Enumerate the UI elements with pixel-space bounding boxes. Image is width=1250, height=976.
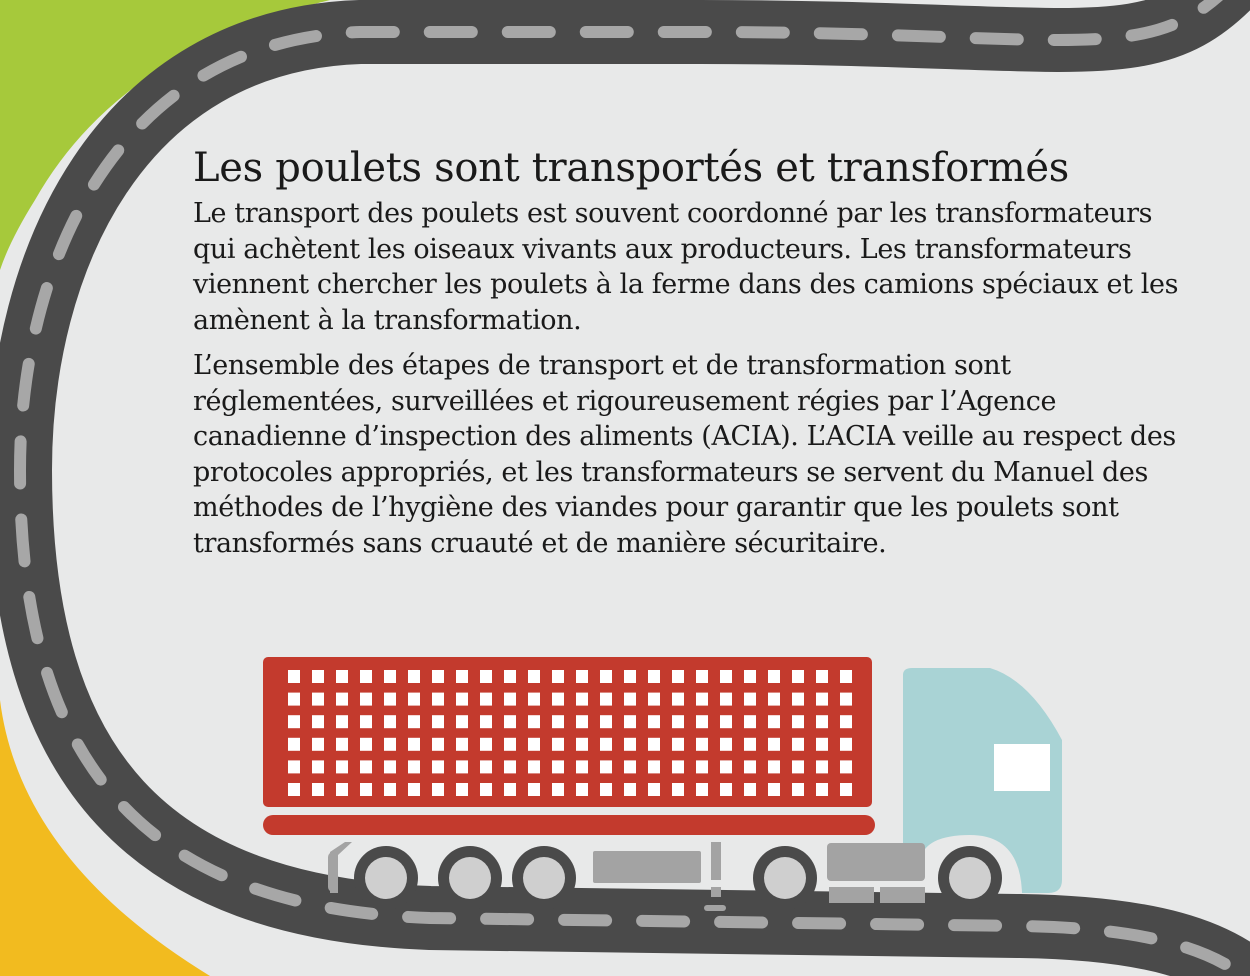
trailer-vent xyxy=(384,783,396,796)
trailer-vent xyxy=(432,693,444,706)
trailer-vent xyxy=(408,715,420,728)
trailer-vent xyxy=(336,693,348,706)
trailer-vent xyxy=(600,783,612,796)
trailer-vent xyxy=(408,760,420,773)
trailer-vent xyxy=(432,738,444,751)
trailer-vent xyxy=(312,738,324,751)
trailer-vent xyxy=(672,738,684,751)
trailer-vent xyxy=(312,783,324,796)
trailer-vent xyxy=(528,760,540,773)
trailer-vent xyxy=(288,760,300,773)
trailer-vent xyxy=(312,760,324,773)
trailer-vent xyxy=(504,693,516,706)
trailer-vent xyxy=(528,783,540,796)
trailer-vent xyxy=(792,760,804,773)
paragraph-regulation: L’ensemble des étapes de transport et de transformation sont réglementées, surveillées et rigoureusement régies par l’Agence canadienne d’inspection des aliments (ACIA). L’ACIA veille au respect des protocoles appropriés, et les transformateurs se servent du Manuel des méthodes de l’hygiène des viandes pour garantir que les poulets sont transformés sans cruauté et de manière sécuritaire. xyxy=(193,350,1176,559)
trailer-vent xyxy=(456,693,468,706)
trailer-vent xyxy=(816,783,828,796)
trailer-vent xyxy=(840,738,852,751)
trailer-vent xyxy=(768,670,780,683)
trailer-vent xyxy=(600,670,612,683)
trailer-vent xyxy=(552,760,564,773)
trailer-vent xyxy=(480,715,492,728)
trailer-vent xyxy=(768,693,780,706)
trailer-vent xyxy=(648,670,660,683)
trailer-vent xyxy=(360,783,372,796)
trailer-vent xyxy=(816,693,828,706)
trailer-vent xyxy=(312,670,324,683)
trailer-vent xyxy=(456,670,468,683)
trailer-vent xyxy=(744,760,756,773)
trailer-vent xyxy=(720,783,732,796)
trailer-vent xyxy=(336,715,348,728)
trailer-vent xyxy=(840,783,852,796)
trailer-vent xyxy=(600,715,612,728)
trailer-vent xyxy=(360,693,372,706)
trailer-vent xyxy=(744,715,756,728)
trailer-vent xyxy=(312,715,324,728)
trailer-vent xyxy=(720,693,732,706)
trailer-vent xyxy=(288,738,300,751)
trailer-vent xyxy=(480,670,492,683)
trailer-vent xyxy=(408,693,420,706)
trailer-vent xyxy=(576,693,588,706)
trailer-vent xyxy=(336,738,348,751)
trailer-vent xyxy=(528,715,540,728)
text-panel xyxy=(193,142,1193,571)
trailer-vent xyxy=(384,693,396,706)
trailer-vent xyxy=(528,693,540,706)
trailer-vent xyxy=(576,738,588,751)
trailer-vent xyxy=(624,715,636,728)
trailer-vent xyxy=(288,783,300,796)
trailer-vent xyxy=(504,670,516,683)
trailer-vent xyxy=(672,783,684,796)
trailer-vent xyxy=(384,715,396,728)
trailer-vent xyxy=(696,715,708,728)
trailer-vent xyxy=(360,738,372,751)
trailer-vent xyxy=(528,738,540,751)
trailer-vent xyxy=(840,693,852,706)
trailer-vent xyxy=(360,760,372,773)
trailer-vent xyxy=(672,693,684,706)
trailer-vent xyxy=(816,738,828,751)
trailer-vent xyxy=(456,760,468,773)
trailer-vent xyxy=(288,693,300,706)
trailer-vent xyxy=(504,715,516,728)
trailer-vent xyxy=(720,760,732,773)
trailer-vent xyxy=(624,783,636,796)
trailer-vent xyxy=(480,760,492,773)
trailer-vent xyxy=(696,760,708,773)
trailer-vent xyxy=(792,715,804,728)
trailer-vent xyxy=(624,738,636,751)
trailer-vent xyxy=(624,693,636,706)
trailer-vent xyxy=(816,670,828,683)
trailer-vent xyxy=(576,783,588,796)
trailer-vent xyxy=(720,670,732,683)
trailer-vent xyxy=(408,738,420,751)
trailer-vent xyxy=(456,738,468,751)
trailer-vent xyxy=(480,783,492,796)
trailer-vent xyxy=(432,760,444,773)
trailer-vent xyxy=(336,783,348,796)
trailer-vent xyxy=(672,760,684,773)
trailer-vent xyxy=(576,715,588,728)
trailer-vent xyxy=(480,738,492,751)
trailer-vent xyxy=(792,693,804,706)
trailer-vent xyxy=(768,738,780,751)
trailer-vent xyxy=(384,670,396,683)
trailer-vent xyxy=(552,670,564,683)
trailer-vent xyxy=(576,670,588,683)
trailer-vent xyxy=(576,760,588,773)
trailer-vent xyxy=(744,693,756,706)
trailer-vent xyxy=(672,670,684,683)
trailer-vent xyxy=(624,760,636,773)
trailer-vent xyxy=(504,783,516,796)
trailer-vent xyxy=(744,670,756,683)
paragraph-transport: Le transport des poulets est souvent coordonné par les transformateurs qui achètent les oiseaux vivants aux producteurs. Les transformateurs viennent chercher les poulets à la ferme dans des camions spéciaux et les amènent à la transformation. xyxy=(193,198,1179,336)
trailer-vent xyxy=(384,738,396,751)
trailer-vent xyxy=(480,693,492,706)
trailer-vent xyxy=(792,783,804,796)
trailer-vent xyxy=(360,670,372,683)
trailer-vent xyxy=(840,670,852,683)
trailer-vent xyxy=(384,760,396,773)
trailer-vent xyxy=(840,715,852,728)
trailer-vent xyxy=(648,715,660,728)
trailer-vent xyxy=(696,670,708,683)
trailer-vent xyxy=(456,783,468,796)
trailer-vent xyxy=(696,783,708,796)
trailer-vent xyxy=(336,670,348,683)
trailer-vent xyxy=(432,783,444,796)
trailer-vent xyxy=(312,693,324,706)
trailer-vent xyxy=(552,715,564,728)
trailer-vent xyxy=(408,783,420,796)
trailer-vent xyxy=(696,693,708,706)
trailer-vent xyxy=(336,760,348,773)
trailer-vent xyxy=(600,738,612,751)
trailer-vent xyxy=(648,783,660,796)
page-title: Les poulets sont transportés et transformés xyxy=(193,145,1070,191)
trailer-vent xyxy=(744,783,756,796)
trailer-vent xyxy=(720,715,732,728)
trailer-vent xyxy=(768,760,780,773)
trailer-vent xyxy=(648,693,660,706)
trailer-vent xyxy=(648,738,660,751)
trailer-vent xyxy=(624,670,636,683)
trailer-vent xyxy=(816,760,828,773)
trailer-vent xyxy=(288,715,300,728)
trailer-vent xyxy=(600,693,612,706)
trailer-vent xyxy=(792,738,804,751)
trailer-vent xyxy=(432,670,444,683)
trailer-vent xyxy=(648,760,660,773)
trailer-vent xyxy=(432,715,444,728)
chicken-truck-illustration xyxy=(263,657,1062,911)
trailer-vent xyxy=(552,783,564,796)
trailer-vent xyxy=(672,715,684,728)
trailer-vent xyxy=(768,715,780,728)
trailer-vent xyxy=(408,670,420,683)
trailer-vent xyxy=(528,670,540,683)
trailer-vent xyxy=(552,693,564,706)
trailer-vent xyxy=(504,760,516,773)
trailer-vent xyxy=(792,670,804,683)
trailer-vent xyxy=(696,738,708,751)
trailer-vent xyxy=(504,738,516,751)
trailer-vent xyxy=(360,715,372,728)
trailer-vent xyxy=(288,670,300,683)
trailer-vent xyxy=(768,783,780,796)
trailer-vent xyxy=(840,760,852,773)
trailer-vent xyxy=(456,715,468,728)
trailer-vent xyxy=(816,715,828,728)
trailer-vent xyxy=(744,738,756,751)
trailer-vent xyxy=(720,738,732,751)
trailer-vent xyxy=(552,738,564,751)
trailer-vent xyxy=(600,760,612,773)
